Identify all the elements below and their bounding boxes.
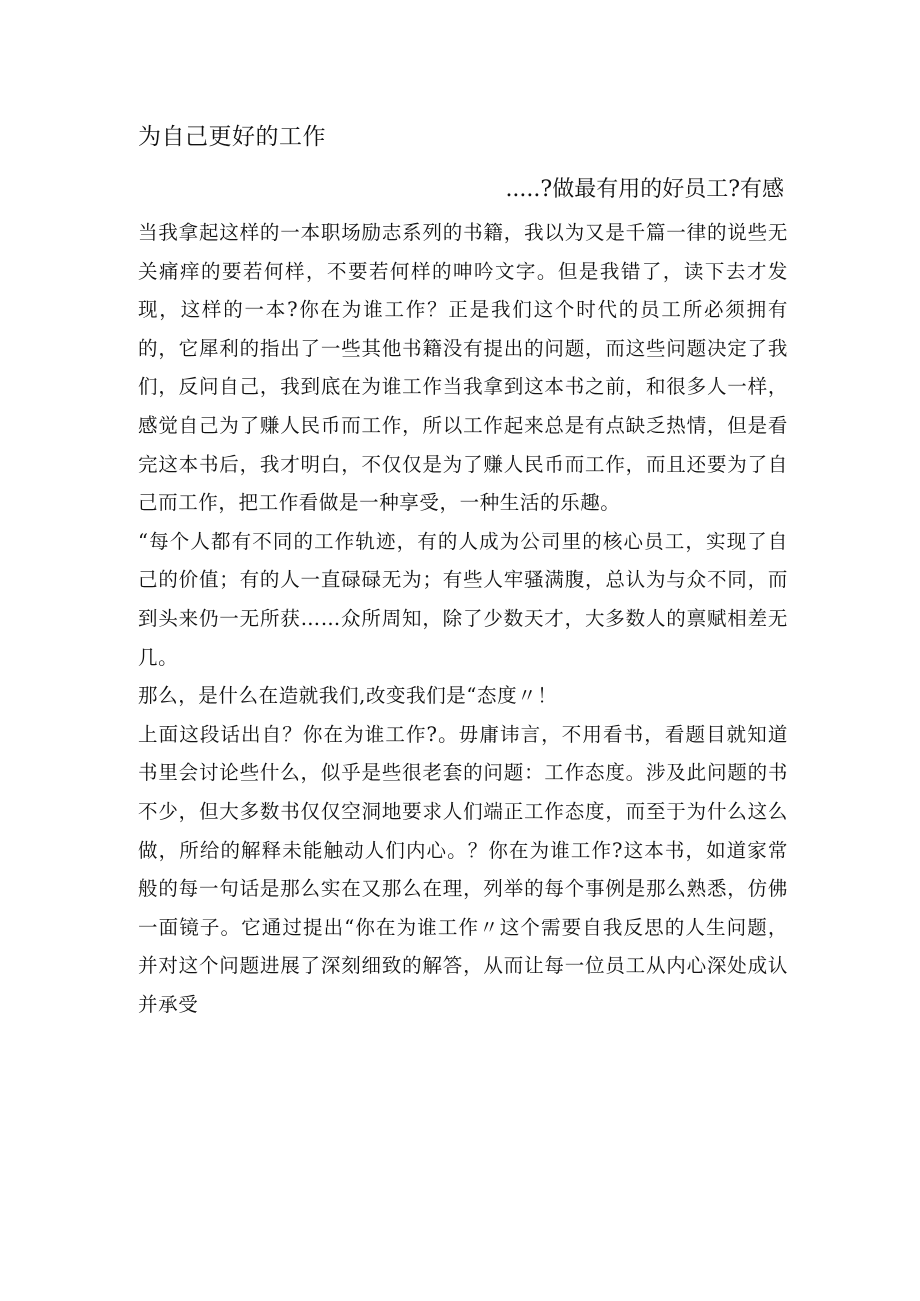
document-body (138, 214, 788, 1024)
paragraph-intro: 当我拿起这样的一本职场励志系列的书籍，我以为又是千篇一律的说些无关痛痒的要若何样，不要若何样的呻吟文字。但是我错了，读下去才发现，这样的一本?你在为谁工作？正是我们这个时代的员工所必须拥有的，它犀利的指出了一些其他书籍没有提出的问题，而这些问题决定了我们，反问自己，我到底在为谁工作当我拿到这本书之前，和很多人一样，感觉自己为了赚人民币而工作，所以工作起来总是有点缺乏热情，但是看完这本书后，我才明白，不仅仅是为了赚人民币而工作，而且还要为了自己而工作，把工作看做是一种享受，一种生活的乐趣。 (138, 221, 788, 515)
document-title: 为自己更好的工作 (138, 124, 326, 150)
paragraph-attitude: 那么，是什么在造就我们,改变我们是“态度〃！ (138, 684, 558, 708)
document-subtitle: .....?做最有用的好员工?有感 (505, 177, 784, 202)
paragraph-quote: “每个人都有不同的工作轨迹，有的人成为公司里的核心员工，实现了自己的价值；有的人一直碌碌无为；有些人牢骚满腹，总认为与众不同，而到头来仍一无所获……众所周知，除了少数天才，大多数人的禀赋相差无几。 (138, 529, 788, 669)
paragraph-source: 上面这段话出自？你在为谁工作?。毋庸讳言，不用看书，看题目就知道书里会讨论些什么，似乎是些很老套的问题：工作态度。涉及此问题的书不少，但大多数书仅仅空洞地要求人们端正工作态度，而至于为什么这么做，所给的解释未能触动人们内心。？你在为谁工作?这本书，如道家常般的每一句话是那么实在又那么在理，列举的每个事例是那么熟悉，仿佛一面镜子。它通过提出“你在为谁工作〃这个需要自我反思的人生问题，并对这个问题进展了深刻细致的解答，从而让每一位员工从内心深处成认并承受 (138, 722, 788, 1016)
